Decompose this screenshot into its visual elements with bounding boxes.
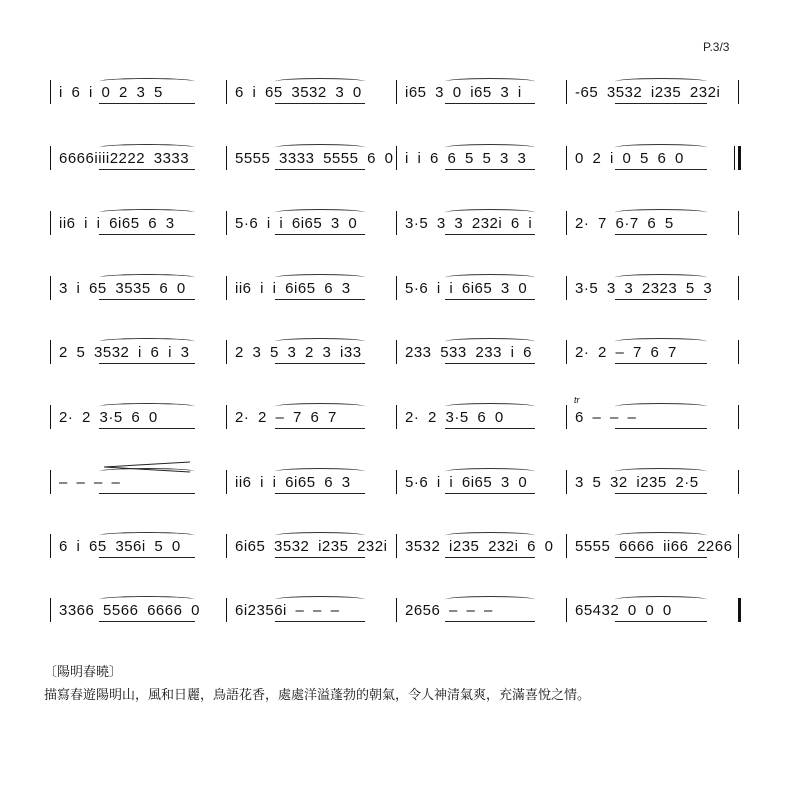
measure-notes: 2· 2 – 7 6 7 [235,409,337,426]
barline [396,598,397,622]
beam-underline [275,234,365,235]
barline [566,340,567,364]
measure-notes: 5555 6666 ii66 2266 [575,538,733,555]
barline [396,80,397,104]
slur [445,403,535,410]
beam-underline [615,363,707,364]
measure [235,76,391,120]
beam-underline [445,234,535,235]
beam-underline [615,428,707,429]
barline [50,276,51,300]
slur [615,596,707,603]
slur [445,78,535,85]
slur [615,274,707,281]
slur [275,338,365,345]
measure-notes: 65432 0 0 0 [575,602,672,619]
beam-underline [615,557,707,558]
measure [235,207,391,251]
beam-underline [445,557,535,558]
measure [575,142,733,186]
beam-underline [615,299,707,300]
barline [734,146,735,170]
beam-underline [99,428,195,429]
measure-notes: 6i2356i – – – [235,602,340,619]
barline [738,80,739,104]
measure [405,530,561,574]
barline [738,211,739,235]
measure-notes: 233 533 233 i 6 [405,344,532,361]
measure-notes: 2· 2 3·5 6 0 [59,409,158,426]
barline [50,211,51,235]
slur [99,403,195,410]
measure-notes: 2656 – – – [405,602,493,619]
measure-notes: 6 i 65 356i 5 0 [59,538,181,555]
barline [50,80,51,104]
barline [566,405,567,429]
staff-row [50,395,742,445]
beam-underline [99,103,195,104]
beam-underline [445,428,535,429]
measure-notes: 6 – – – [575,409,637,426]
slur [445,274,535,281]
slur [275,596,365,603]
measure [575,336,733,380]
measure [575,401,733,445]
measure-notes: i65 3 0 i65 3 i [405,84,522,101]
slur [275,274,365,281]
measure-notes: 5555 3333 5555 6 0 [235,150,394,167]
barline [226,146,227,170]
slur [275,532,365,539]
barline [226,276,227,300]
measure [59,594,221,638]
staff-row [50,142,742,186]
measure [235,594,391,638]
page-number: P.3/3 [703,40,730,54]
barline [738,146,741,170]
beam-underline [445,493,535,494]
slur [615,144,707,151]
measure-notes: 2· 2 – 7 6 7 [575,344,677,361]
slur [615,78,707,85]
measure [405,466,561,510]
measure-notes: 3366 5566 6666 0 [59,602,200,619]
staff-row [50,594,742,638]
slur [615,468,707,475]
measure-notes: -65 3532 i235 232i [575,84,721,101]
measure [575,530,733,574]
measure-notes: i i 6 6 5 5 3 3 [405,150,527,167]
barline [50,470,51,494]
barline [226,405,227,429]
beam-underline [99,493,195,494]
measure-notes: 5·6 i i 6i65 3 0 [235,215,358,232]
measure-notes: ii6 i i 6i65 6 3 [59,215,175,232]
measure-notes: 6i65 3532 i235 232i [235,538,388,555]
slur [445,468,535,475]
barline [226,211,227,235]
slur [445,209,535,216]
slur [99,78,195,85]
slur [615,338,707,345]
measure-notes: 6666iiii2222 3333 [59,150,190,167]
measure [405,272,561,316]
slur [99,532,195,539]
slur [99,209,195,216]
measure [405,336,561,380]
measure-notes: i 6 i 0 2 3 5 [59,84,163,101]
barline [566,598,567,622]
measure-notes: – – – – [59,474,121,491]
measure [575,207,733,251]
measure-notes: 2 5 3532 i 6 i 3 [59,344,190,361]
beam-underline [99,363,195,364]
beam-underline [445,169,535,170]
barline [226,598,227,622]
slur [445,532,535,539]
barline [396,340,397,364]
slur [615,403,707,410]
beam-underline [275,428,365,429]
slur [615,209,707,216]
slur [275,209,365,216]
beam-underline [445,363,535,364]
measure [235,336,391,380]
measure-notes: 2 3 5 3 2 3 i33 [235,344,362,361]
slur [275,78,365,85]
measure [59,207,221,251]
barline [566,276,567,300]
staff-row [50,530,742,574]
barline [226,80,227,104]
beam-underline [275,103,365,104]
barline [738,276,739,300]
beam-underline [615,234,707,235]
staff-row [50,207,742,251]
beam-underline [275,493,365,494]
measure [405,594,561,638]
measure-notes: 5·6 i i 6i65 3 0 [405,280,528,297]
beam-underline [615,103,707,104]
slur [99,596,195,603]
measure [405,142,561,186]
barline [566,534,567,558]
beam-underline [445,299,535,300]
measure-notes: ii6 i i 6i65 6 3 [235,474,351,491]
trill-mark: tr [574,395,580,405]
measure [59,336,221,380]
measure [59,401,221,445]
measure-notes: 3532 i235 232i 6 0 [405,538,554,555]
beam-underline [275,169,365,170]
barline [226,340,227,364]
slur [445,338,535,345]
measure-notes: ii6 i i 6i65 6 3 [235,280,351,297]
piece-title: 〔陽明春曉〕 [44,664,123,679]
measure [235,142,394,186]
measure [235,272,391,316]
measure-notes: 5·6 i i 6i65 3 0 [405,474,528,491]
measure-notes: 0 2 i 0 5 6 0 [575,150,684,167]
beam-underline [275,363,365,364]
beam-underline [275,557,365,558]
barline [738,470,739,494]
measure [59,142,221,186]
barline [566,146,567,170]
staff-row [50,272,742,316]
crescendo-hairpin [102,461,192,473]
slur [275,468,365,475]
measure [405,76,561,120]
piece-description: 描寫春遊陽明山，風和日麗，鳥語花香，處處洋溢蓬勃的朝氣，令人神清氣爽，充滿喜悅之情。 [44,687,591,702]
staff-row [50,336,742,380]
beam-underline [99,234,195,235]
slur [275,144,365,151]
barline [738,534,739,558]
measure-notes: 2· 7 6·7 6 5 [575,215,674,232]
beam-underline [99,169,195,170]
measure [59,272,221,316]
beam-underline [615,621,707,622]
barline [566,80,567,104]
measure [235,466,391,510]
measure [575,76,733,120]
barline [396,276,397,300]
measure [405,207,561,251]
barline [226,470,227,494]
barline [396,146,397,170]
slur [99,274,195,281]
measure [235,401,391,445]
measure [575,466,733,510]
barline [738,598,741,622]
slur [615,532,707,539]
staff-row [50,76,742,120]
barline [50,405,51,429]
barline [396,405,397,429]
barline [566,470,567,494]
barline [566,211,567,235]
barline [738,405,739,429]
measure [405,401,561,445]
beam-underline [445,621,535,622]
slur [99,338,195,345]
barline [50,340,51,364]
measure-notes: 3 5 32 i235 2·5 [575,474,699,491]
barline [396,534,397,558]
beam-underline [275,299,365,300]
beam-underline [445,103,535,104]
slur [445,596,535,603]
barline [226,534,227,558]
beam-underline [99,557,195,558]
measure [59,530,221,574]
barline [50,598,51,622]
measure-notes: 2· 2 3·5 6 0 [405,409,504,426]
measure-notes: 3 i 65 3535 6 0 [59,280,186,297]
beam-underline [275,621,365,622]
measure [575,594,733,638]
barline [738,340,739,364]
beam-underline [615,493,707,494]
barline [396,470,397,494]
barline [50,146,51,170]
barline [396,211,397,235]
beam-underline [615,169,707,170]
measure-notes: 6 i 65 3532 3 0 [235,84,362,101]
slur [99,144,195,151]
measure-notes: 3·5 3 3 232i 6 i [405,215,533,232]
measure [235,530,391,574]
staff-row [50,466,742,510]
measure-notes: 3·5 3 3 2323 5 3 [575,280,713,297]
barline [50,534,51,558]
beam-underline [99,621,195,622]
measure [575,272,733,316]
slur [275,403,365,410]
slur [445,144,535,151]
measure [59,76,221,120]
beam-underline [99,299,195,300]
